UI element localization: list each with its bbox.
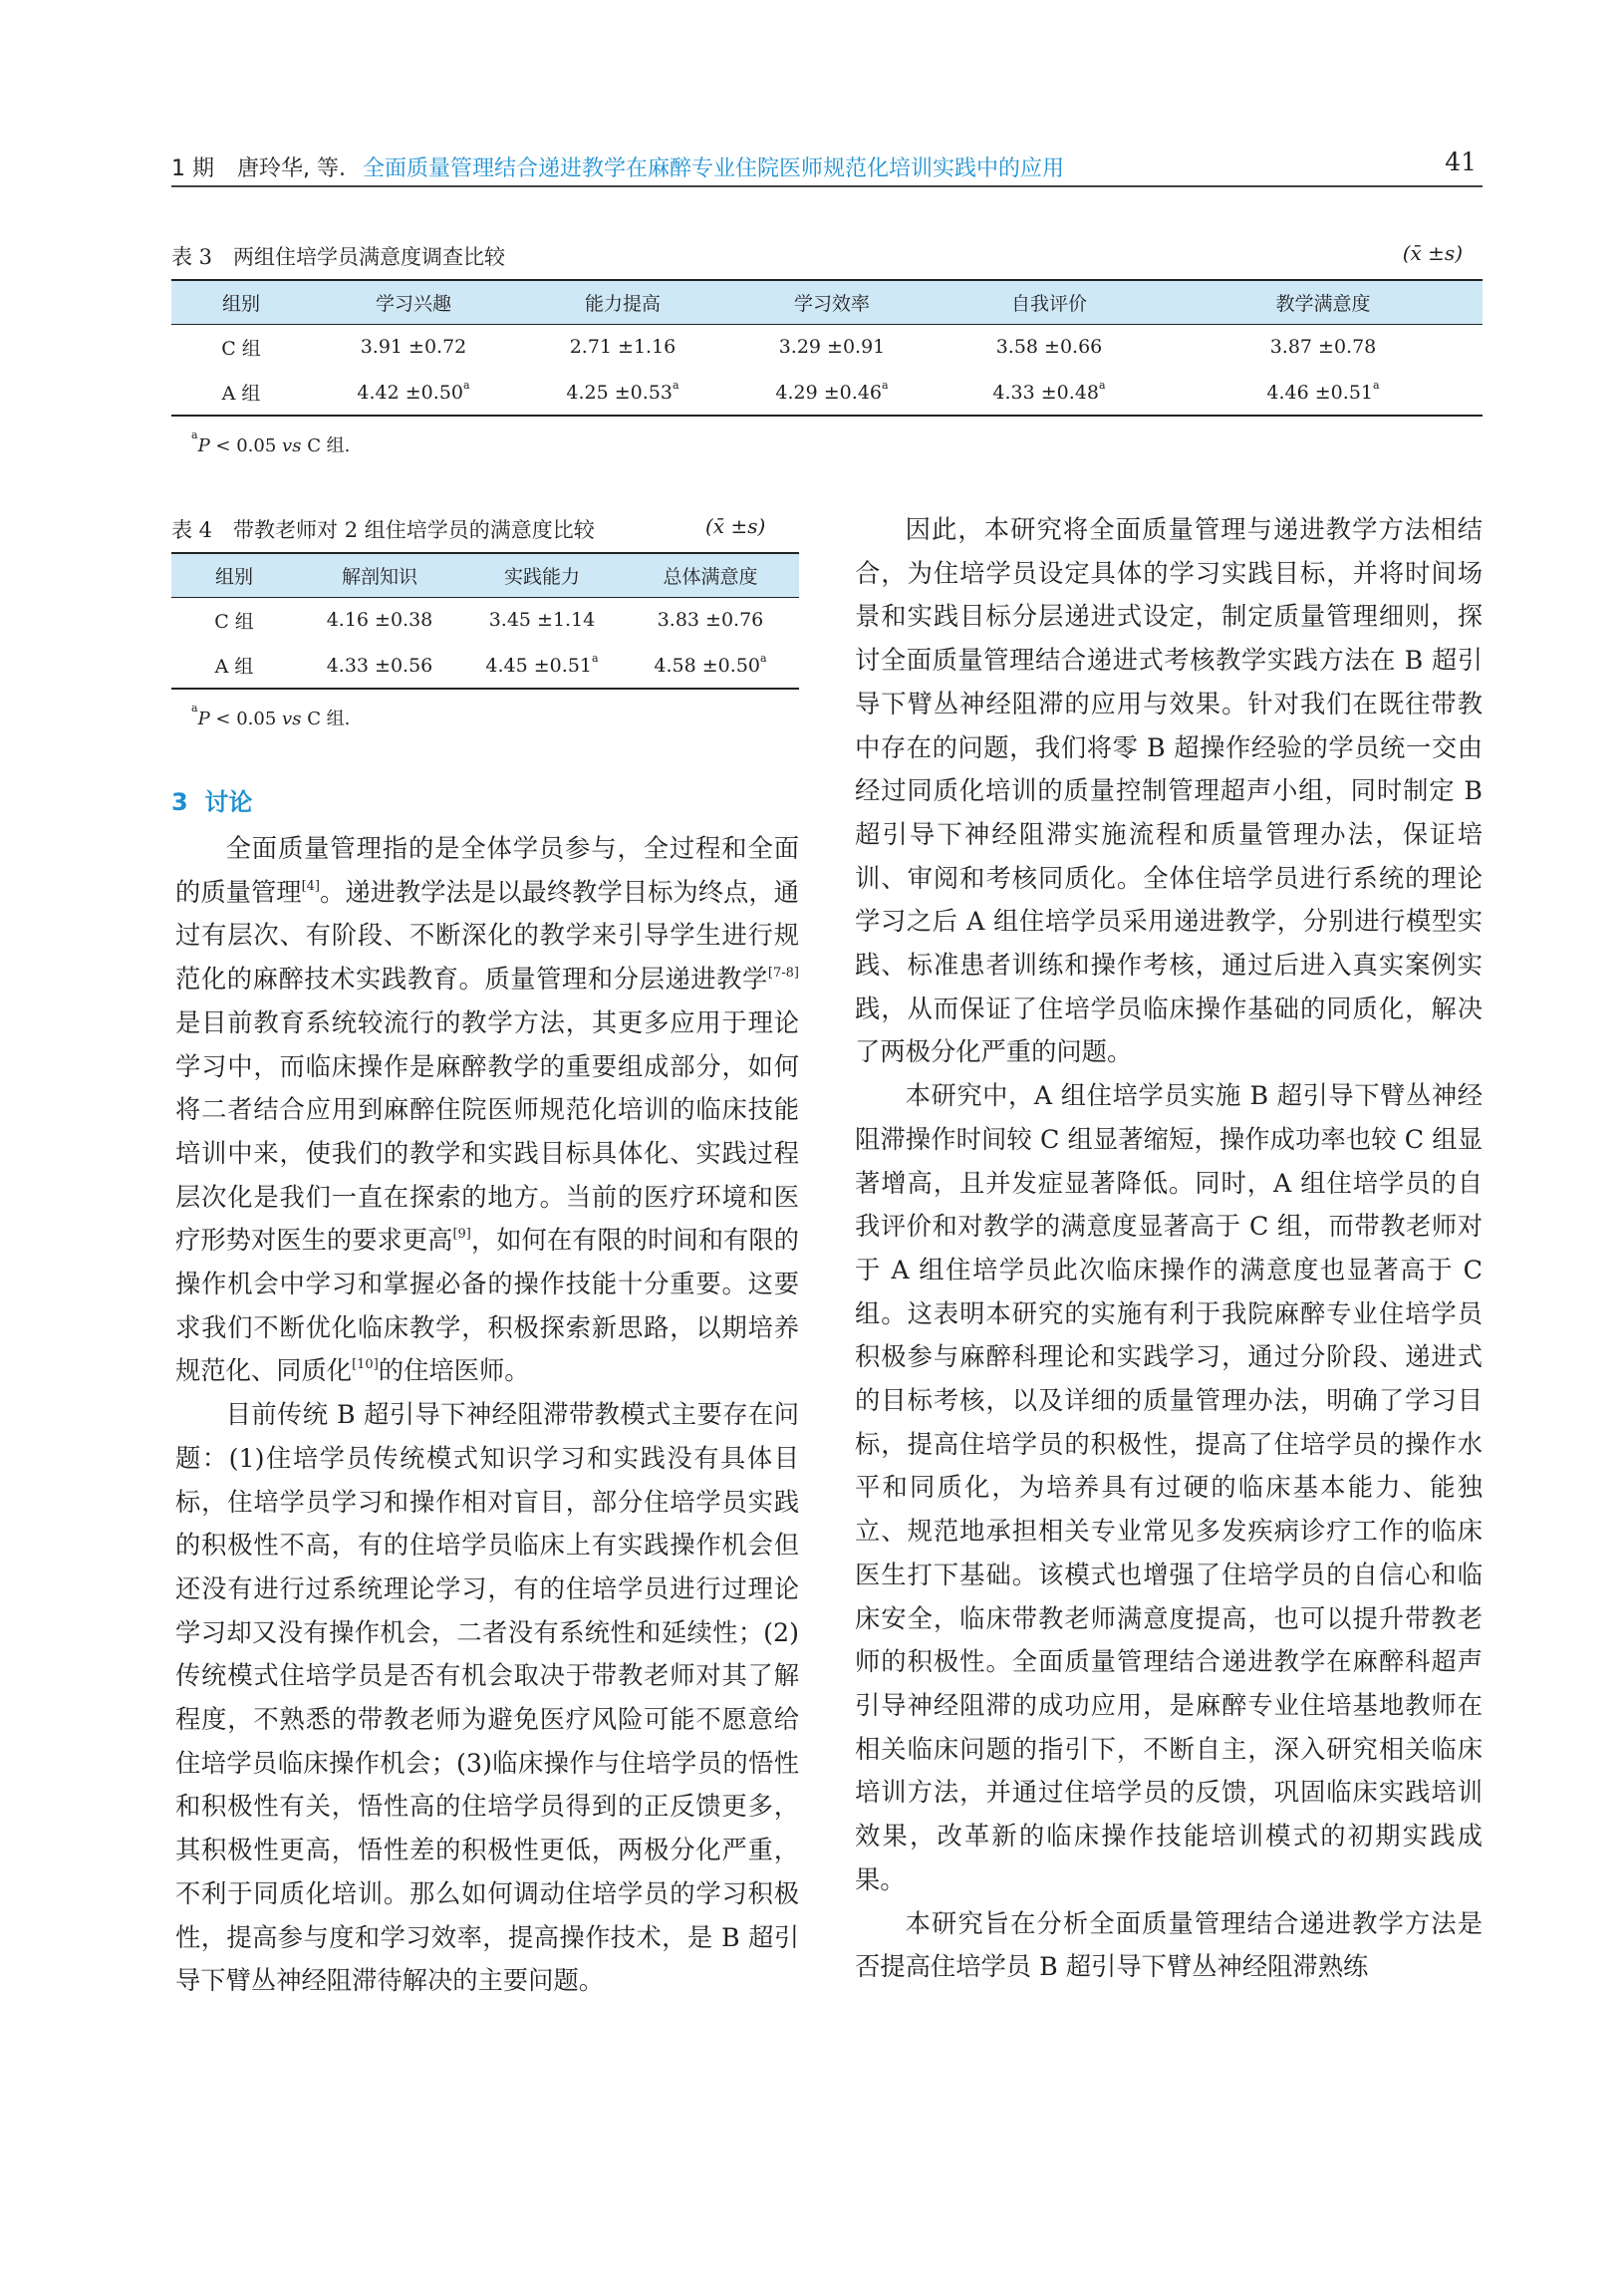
group-cell: C 组 [214,610,254,633]
value-cell: 3.29 ±0.91 [778,336,886,359]
paragraph: 全面质量管理指的是全体学员参与，全过程和全面的质量管理[4]。递进教学法是以最终教学目标为终点，通过有层次、有阶段、不断深化的教学来引导学生进行规范化的麻醉技术实践教育。质量管理和分层递进教学[7-8]是目前教育系统较流行的教学方法，其更多应用于理论学习中，而临床操作是麻醉教学的重要组成部分，如何将二者结合应用到麻醉住院医师规范化培训的临床技能培训中来，使我们的教学和实践目标具体化、实践过程层次化是我们一直在探索的地方。当前的医疗环境和医疗形势对医生的要求更高[9]，如何在有限的时间和有限的操作机会中学习和掌握必备的操作技能十分重要。这要求我们不断优化临床教学，积极探索新思路，以期培养规范化、同质化[10]的住培医师。 [175,834,799,1386]
table-4-grid [171,552,799,690]
value-cell: 4.45 ±0.51$^a$ [462,643,622,689]
table-row [171,643,799,689]
header-authors: 唐玲华, 等. [237,156,346,181]
group-cell: A 组 [171,643,297,689]
column-header: 总体满意度 [622,553,799,597]
citation: [9] [452,1227,471,1243]
table-row [171,370,1483,416]
value-cell: 4.16 ±0.38 [326,609,433,632]
value-cell: 4.25 ±0.53$^a$ [516,370,729,416]
paragraph: 因此，本研究将全面质量管理与递进教学方法相结合，为住培学员设定具体的学习实践目标，并将时间场景和实践目标分层递进式设定，制定质量管理细则，探讨全面质量管理结合递进式考核教学实践方法在 B 超引导下臂丛神经阻滞的应用与效果。针对我们在既往带教中存在的问题，我们将零 B 超操作经验的学员统一交由经过同质化培训的质量控制管理超声小组，同时制定 B 超引导下神经阻滞实施流程和质量管理办法，保证培训、审阅和考核同质化。全体住培学员进行系统的理论学习之后 A 组住培学员采用递进教学，分别进行模型实践、标准患者训练和操作考核，通过后进入真实案例实践，从而保证了住培学员临床操作基础的同质化，解决了两极分化严重的问题。 [855,515,1483,1067]
column-header: 组别 [171,280,311,324]
section-heading [171,782,252,817]
value-cell: 4.33 ±0.48$^a$ [935,370,1164,416]
left-text-column [175,827,799,2003]
issue-number: 1 期 [171,156,214,181]
table-3-footnote: $^a$P < 0.05 vs C 组. [191,428,351,456]
table-4 [171,510,799,739]
paragraph: 目前传统 B 超引导下神经阻滞带教模式主要存在问题：(1)住培学员传统模式知识学习和实践没有具体目标，住培学员学习和操作相对盲目，部分住培学员实践的积极性不高，有的住培学员临床上有实践操作机会但还没有进行过系统理论学习，有的住培学员进行过理论学习却又没有操作机会，二者没有系统性和延续性；(2)传统模式住培学员是否有机会取决于带教老师对其了解程度，不熟悉的带教老师为避免医疗风险可能不愿意给住培学员临床操作机会；(3)临床操作与住培学员的悟性和积极性有关，悟性高的住培学员得到的正反馈更多，其积极性更高，悟性差的积极性更低，两极分化严重，不利于同质化培训。那么如何调动住培学员的学习积极性，提高参与度和学习效率，提高操作技术，是 B 超引导下臂丛神经阻滞待解决的主要问题。 [175,1400,799,1996]
value-cell: 4.33 ±0.56 [297,643,462,689]
group-cell: C 组 [221,337,261,360]
value-cell: 3.58 ±0.66 [995,336,1103,359]
value-cell: 3.91 ±0.72 [360,336,467,359]
table-row [171,597,799,643]
group-cell: A 组 [171,370,311,416]
citation: [7-8] [767,966,799,982]
value-cell: 4.29 ±0.46$^a$ [729,370,935,416]
value-cell: 4.58 ±0.50$^a$ [622,643,799,689]
citation: [10] [352,1357,379,1373]
column-header: 组别 [171,553,297,597]
section-title: 讨论 [204,788,253,816]
value-cell: 2.71 ±1.16 [569,336,677,359]
table-header-row [171,553,799,597]
column-header: 实践能力 [462,553,622,597]
header-divider [171,185,1483,187]
right-text-column [855,508,1483,1989]
paragraph: 本研究旨在分析全面质量管理结合递进教学方法是否提高住培学员 B 超引导下臂丛神经阻滞熟练 [855,1908,1483,1982]
table-3-unit: (x̄ ±s) [1402,241,1463,265]
table-header-row [171,280,1483,324]
table-4-footnote: $^a$P < 0.05 vs C 组. [191,702,351,729]
value-cell: 3.87 ±0.78 [1269,336,1377,359]
citation: [4] [301,878,320,894]
running-header [171,145,1483,185]
table-4-caption: 表 4 带教老师对 2 组住培学员的满意度比较 [171,518,595,542]
column-header: 能力提高 [516,280,729,324]
table-3-grid [171,279,1483,417]
value-cell: 4.46 ±0.51$^a$ [1164,370,1483,416]
table-3 [171,237,1483,466]
section-number: 3 [171,788,188,816]
header-article-title: 全面质量管理结合递进教学在麻醉专业住院医师规范化培训实践中的应用 [363,156,1065,181]
column-header: 解剖知识 [297,553,462,597]
table-4-unit: (x̄ ±s) [705,514,766,538]
page-number: 41 [1445,147,1477,176]
value-cell: 3.83 ±0.76 [657,609,764,632]
column-header: 学习效率 [729,280,935,324]
paragraph: 本研究中，A 组住培学员实施 B 超引导下臂丛神经阻滞操作时间较 C 组显著缩短，操作成功率也较 C 组显著增高，且并发症显著降低。同时，A 组住培学员的自我评价和对教学的满意度显著高于 C 组，而带教老师对于 A 组住培学员此次临床操作的满意度也显著高于 C 组。这表明本研究的实施有利于我院麻醉专业住培学员积极参与麻醉科理论和实践学习，通过分阶段、递进式的目标考核，以及详细的质量管理办法，明确了学习目标，提高住培学员的积极性，提高了住培学员的操作水平和同质化，为培养具有过硬的临床基本能力、能独立、规范地承担相关专业常见多发疾病诊疗工作的临床医生打下基础。该模式也增强了住培学员的自信心和临床安全，临床带教老师满意度提高，也可以提升带教老师的积极性。全面质量管理结合递进教学在麻醉科超声引导神经阻滞的成功应用，是麻醉专业住培基地教师在相关临床问题的指引下，不断自主，深入研究相关临床培训方法，并通过住培学员的反馈，巩固临床实践培训效果，改革新的临床操作技能培训模式的初期实践成果。 [855,1081,1483,1894]
column-header: 学习兴趣 [311,280,516,324]
column-header: 教学满意度 [1164,280,1483,324]
column-header: 自我评价 [935,280,1164,324]
table-row [171,324,1483,370]
table-3-caption: 表 3 两组住培学员满意度调查比较 [171,245,506,269]
value-cell: 3.45 ±1.14 [488,609,596,632]
value-cell: 4.42 ±0.50$^a$ [311,370,516,416]
